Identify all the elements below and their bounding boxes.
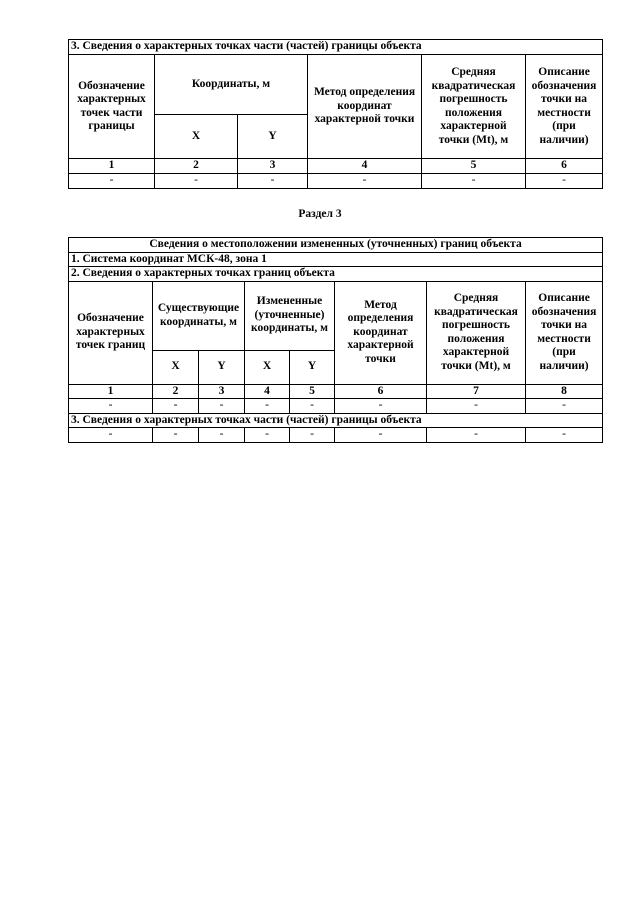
table-cell: - <box>199 399 245 414</box>
table-row <box>69 174 603 189</box>
column-number: 2 <box>153 384 199 399</box>
table-cell: - <box>335 399 427 414</box>
table-cell: - <box>526 174 603 189</box>
header-point-designation: Обозначение характерных точек части границы <box>69 55 155 159</box>
header-existing-y: Y <box>199 350 245 384</box>
table-row <box>69 399 603 414</box>
header-error: Средняя квадратическая погрешность положения характерной точки (Mt), м <box>422 55 526 159</box>
header-coordinates: Координаты, м <box>155 55 308 115</box>
column-number: 6 <box>526 159 603 174</box>
table-cell: - <box>153 399 199 414</box>
table-cell: - <box>153 428 199 443</box>
table-cell: - <box>155 174 238 189</box>
column-number: 1 <box>69 159 155 174</box>
column-number: 3 <box>199 384 245 399</box>
table-cell: - <box>526 428 603 443</box>
changed-boundaries-title: Сведения о местоположении измененных (уточненных) границ объекта <box>69 238 603 253</box>
table-cell: - <box>245 399 290 414</box>
part-points-title: 3. Сведения о характерных точках части (частей) границы объекта <box>69 40 603 55</box>
column-number: 2 <box>155 159 238 174</box>
table-cell: - <box>290 399 335 414</box>
table-cell: - <box>335 428 427 443</box>
header-method: Метод определения координат характерной точки <box>308 55 422 159</box>
header-existing-coordinates: Существующие координаты, м <box>153 281 245 350</box>
column-number: 4 <box>308 159 422 174</box>
column-number: 5 <box>422 159 526 174</box>
table-cell: - <box>69 174 155 189</box>
table-cell: - <box>290 428 335 443</box>
table-cell: - <box>427 399 526 414</box>
table-cell: - <box>308 174 422 189</box>
table-cell: - <box>422 174 526 189</box>
header-method: Метод определения координат характерной точки <box>335 281 427 384</box>
column-number: 3 <box>238 159 308 174</box>
points-subtitle: 2. Сведения о характерных точках границ объекта <box>69 267 603 282</box>
column-number: 5 <box>290 384 335 399</box>
header-x: X <box>155 115 238 159</box>
coordinate-system: 1. Система координат МСК-48, зона 1 <box>69 252 603 267</box>
part-points-table <box>68 39 603 189</box>
header-existing-x: X <box>153 350 199 384</box>
header-error: Средняя квадратическая погрешность положения характерной точки (Mt), м <box>427 281 526 384</box>
table-cell: - <box>69 428 153 443</box>
changed-boundaries-table <box>68 237 603 443</box>
section-title: Раздел 3 <box>298 208 342 220</box>
table-cell: - <box>245 428 290 443</box>
header-description: Описание обозначения точки на местности (при наличии) <box>526 55 603 159</box>
table-cell: - <box>427 428 526 443</box>
table-cell: - <box>199 428 245 443</box>
column-number: 4 <box>245 384 290 399</box>
table-row <box>69 428 603 443</box>
header-changed-coordinates: Измененные (уточненные) координаты, м <box>245 281 335 350</box>
header-description: Описание обозначения точки на местности (при наличии) <box>526 281 603 384</box>
header-y: Y <box>238 115 308 159</box>
column-number: 8 <box>526 384 603 399</box>
header-point-designation: Обозначение характерных точек границ <box>69 281 153 384</box>
table-cell: - <box>238 174 308 189</box>
column-number: 6 <box>335 384 427 399</box>
header-changed-y: Y <box>290 350 335 384</box>
part-points-subtitle: 3. Сведения о характерных точках части (частей) границы объекта <box>69 413 603 428</box>
column-number: 1 <box>69 384 153 399</box>
column-number: 7 <box>427 384 526 399</box>
table-cell: - <box>526 399 603 414</box>
table-cell: - <box>69 399 153 414</box>
header-changed-x: X <box>245 350 290 384</box>
